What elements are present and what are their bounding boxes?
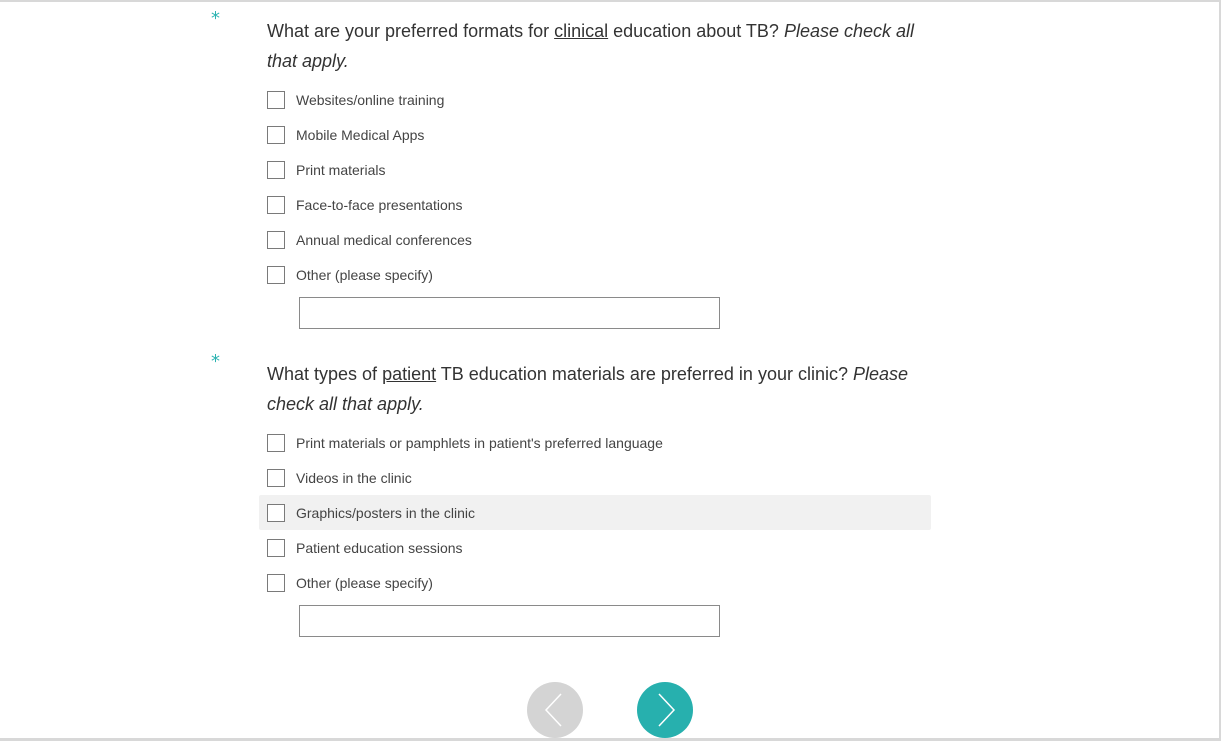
question-text-underlined: patient [382,364,437,384]
option-print-pamphlets[interactable] [259,425,931,460]
previous-button[interactable] [527,682,583,738]
option-label: Graphics/posters in the clinic [296,504,475,521]
option-label: Other (please specify) [296,574,433,591]
option-videos[interactable] [259,460,931,495]
question-text-part: TB education materials are preferred in your clinic? [436,364,853,384]
option-label: Print materials [296,161,386,178]
question-text-part: education about TB? [608,21,784,41]
option-print-materials[interactable] [259,152,931,187]
question-text [267,16,927,76]
other-specify-input[interactable] [299,297,720,329]
question-text-part: What types of [267,364,383,384]
checkbox[interactable] [267,126,285,144]
checkbox[interactable] [267,231,285,249]
next-button[interactable] [637,682,693,738]
checkbox[interactable] [267,196,285,214]
option-label: Websites/online training [296,91,445,108]
option-label: Print materials or pamphlets in patient's preferred language [296,434,663,451]
options-list [259,425,931,600]
option-other[interactable] [259,565,931,600]
checkbox[interactable] [267,574,285,592]
option-other[interactable] [259,257,931,292]
option-education-sessions[interactable] [259,530,931,565]
option-label: Mobile Medical Apps [296,126,425,143]
option-label: Annual medical conferences [296,231,472,248]
option-websites[interactable] [259,82,931,117]
checkbox[interactable] [267,434,285,452]
question-text-underlined: clinical [554,21,609,41]
question-text-part: What are your preferred formats for [267,21,555,41]
option-mobile-apps[interactable] [259,117,931,152]
checkbox[interactable] [267,91,285,109]
checkbox[interactable] [267,161,285,179]
checkbox[interactable] [267,266,285,284]
option-annual-conferences[interactable] [259,222,931,257]
chevron-left-icon [540,692,570,728]
option-label: Face-to-face presentations [296,196,463,213]
checkbox[interactable] [267,539,285,557]
required-asterisk: * [211,8,220,29]
question-instruction: Please check all that apply. [267,364,909,414]
option-label: Other (please specify) [296,266,433,283]
chevron-right-icon [650,692,680,728]
checkbox[interactable] [267,504,285,522]
option-label: Patient education sessions [296,539,463,556]
question-instruction: Please check all that apply. [267,21,915,71]
option-face-to-face[interactable] [259,187,931,222]
option-label: Videos in the clinic [296,469,412,486]
options-list [259,82,931,292]
option-graphics-posters[interactable] [259,495,931,530]
question-text [267,359,927,419]
required-asterisk: * [211,351,220,372]
checkbox[interactable] [267,469,285,487]
other-specify-input[interactable] [299,605,720,637]
